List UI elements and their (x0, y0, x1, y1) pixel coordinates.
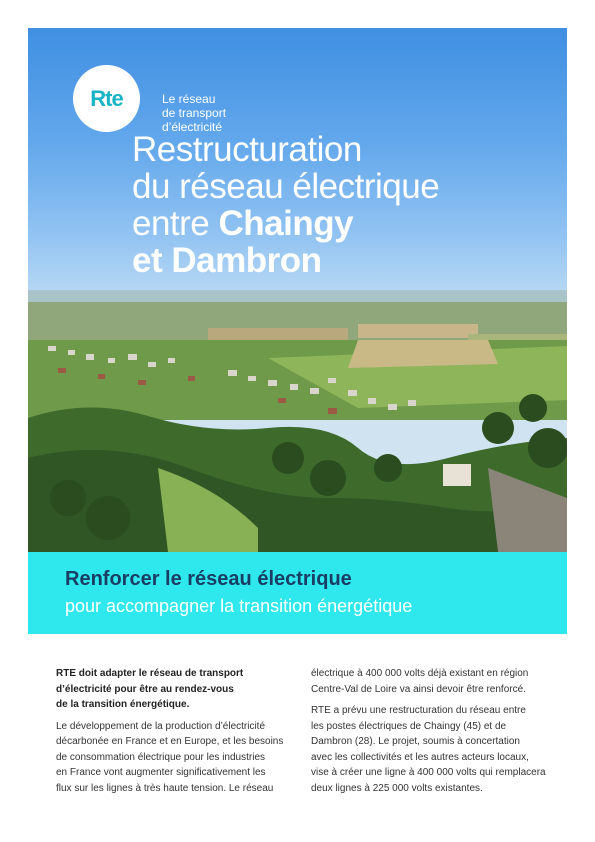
section-banner (28, 552, 567, 634)
title-bold-dambron: et Dambron (132, 241, 322, 280)
document-title (132, 131, 552, 279)
cover-photo (28, 28, 567, 552)
text-line: électrique à 400 000 volts déjà existant en région (311, 668, 529, 679)
text-line: décarbonée en France et en Europe, et les besoins (56, 736, 284, 747)
text-line: RTE doit adapter le réseau de transport (56, 668, 244, 679)
banner-subtitle: pour accompagner la transition énergétique (65, 596, 413, 616)
text-line: avec les collectivités et les autres acteurs locaux, (311, 751, 529, 763)
text-line: flux sur les lignes à très haute tension. Le réseau (56, 782, 274, 794)
body-paragraph (311, 666, 543, 697)
title-bold-chaingy: Chaingy (218, 204, 354, 243)
body-paragraph (56, 719, 288, 797)
text-line: Centre-Val de Loire va ainsi devoir être renforcé. (311, 683, 526, 695)
banner-title: Renforcer le réseau électrique (65, 568, 352, 590)
title-line (132, 242, 552, 279)
text-line: Dambron (28). Le projet, soumis à concertation (311, 736, 520, 747)
text-line: RTE a prévu une restructuration du réseau entre (311, 705, 526, 716)
text-line: deux lignes à 225 000 volts existantes. (311, 782, 483, 794)
text-line: vise à créer une ligne à 400 000 volts qui remplacera (311, 767, 546, 778)
title-light: entre (132, 204, 219, 243)
text-line: les postes électriques de Chaingy (45) et de (311, 720, 507, 732)
rte-logo-mark: Rte (90, 85, 123, 111)
right-column (311, 666, 546, 802)
logo-tagline (162, 92, 302, 134)
title-line (132, 205, 552, 242)
logo-tagline-line: de transport (162, 106, 227, 120)
logo-tagline-line: Le réseau (162, 92, 216, 106)
text-line: d’électricité pour être au rendez-vous (56, 683, 234, 695)
text-line: de la transition énergétique. (56, 699, 190, 710)
rte-logo (73, 65, 140, 132)
title-line: du réseau électrique (132, 167, 440, 206)
body-paragraph (311, 703, 546, 796)
logo-tagline-line: d’électricité (162, 120, 223, 134)
title-line: Restructuration (132, 130, 362, 169)
lead-paragraph (56, 666, 288, 713)
text-line: en France vont augmenter significativement les (56, 767, 266, 778)
left-column (56, 666, 288, 802)
text-line: de consommation électrique pour les industries (56, 751, 265, 763)
text-line: Le développement de la production d’électricité (56, 720, 266, 732)
